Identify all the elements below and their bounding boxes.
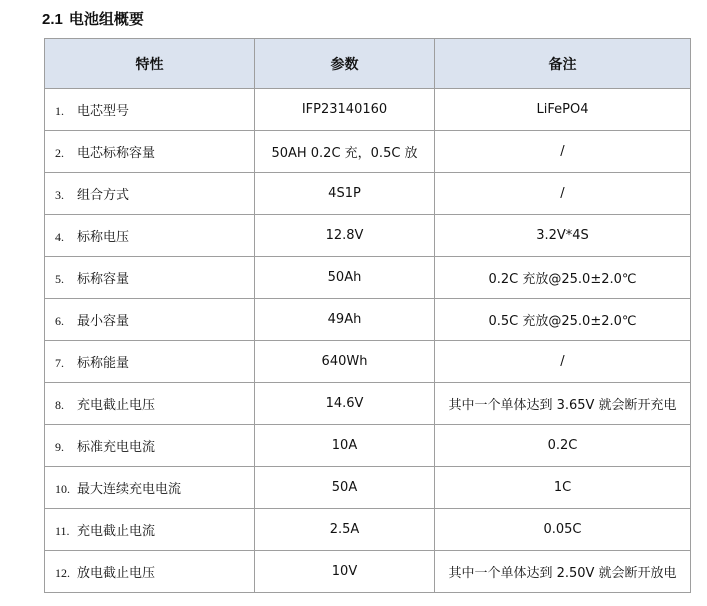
cell-characteristic bbox=[45, 383, 255, 425]
cell-parameter: 640Wh bbox=[255, 341, 435, 383]
table-row bbox=[45, 215, 691, 257]
cell-remark: 0.05C bbox=[435, 509, 691, 551]
cell-characteristic bbox=[45, 551, 255, 593]
characteristic-name: 最小容量 bbox=[77, 314, 130, 329]
cell-characteristic bbox=[45, 89, 255, 131]
section-number: 2.1 bbox=[42, 11, 63, 28]
table-row bbox=[45, 173, 691, 215]
cell-characteristic bbox=[45, 509, 255, 551]
section-heading bbox=[42, 9, 144, 29]
row-index: 10. bbox=[55, 482, 70, 496]
row-index: 8. bbox=[55, 398, 64, 412]
cell-characteristic bbox=[45, 257, 255, 299]
cell-remark: 1C bbox=[435, 467, 691, 509]
characteristic-name: 标准充电电流 bbox=[77, 440, 156, 455]
cell-parameter: 4S1P bbox=[255, 173, 435, 215]
cell-remark: 0.2C bbox=[435, 425, 691, 467]
cell-characteristic bbox=[45, 341, 255, 383]
cell-characteristic bbox=[45, 131, 255, 173]
row-index: 5. bbox=[55, 272, 64, 286]
table-row bbox=[45, 551, 691, 593]
cell-remark: 其中一个单体达到 3.65V 就会断开充电 bbox=[435, 383, 691, 425]
cell-characteristic bbox=[45, 425, 255, 467]
header-remark: 备注 bbox=[435, 39, 691, 89]
characteristic-name: 组合方式 bbox=[77, 188, 130, 203]
cell-remark: / bbox=[435, 173, 691, 215]
characteristic-name: 最大连续充电电流 bbox=[77, 482, 182, 497]
table-row bbox=[45, 299, 691, 341]
cell-parameter: 49Ah bbox=[255, 299, 435, 341]
header-characteristic: 特性 bbox=[45, 39, 255, 89]
cell-remark: 0.5C 充放@25.0±2.0℃ bbox=[435, 299, 691, 341]
characteristic-name: 标称容量 bbox=[77, 272, 130, 287]
cell-parameter: 12.8V bbox=[255, 215, 435, 257]
row-index: 2. bbox=[55, 146, 64, 160]
table-row bbox=[45, 383, 691, 425]
characteristic-name: 标称电压 bbox=[77, 230, 130, 245]
table-row bbox=[45, 425, 691, 467]
section-title: 电池组概要 bbox=[68, 10, 144, 28]
table-row bbox=[45, 257, 691, 299]
cell-remark: LiFePO4 bbox=[435, 89, 691, 131]
row-index: 1. bbox=[55, 104, 64, 118]
characteristic-name: 标称能量 bbox=[77, 356, 130, 371]
cell-parameter: 10V bbox=[255, 551, 435, 593]
characteristic-name: 电芯型号 bbox=[77, 104, 130, 119]
table-row bbox=[45, 131, 691, 173]
table-row bbox=[45, 467, 691, 509]
table-row bbox=[45, 341, 691, 383]
header-parameter: 参数 bbox=[255, 39, 435, 89]
table-header-row bbox=[45, 39, 691, 89]
cell-parameter: IFP23140160 bbox=[255, 89, 435, 131]
table-row bbox=[45, 509, 691, 551]
cell-parameter: 50A bbox=[255, 467, 435, 509]
cell-characteristic bbox=[45, 467, 255, 509]
cell-remark: 3.2V*4S bbox=[435, 215, 691, 257]
cell-remark: 其中一个单体达到 2.50V 就会断开放电 bbox=[435, 551, 691, 593]
cell-characteristic bbox=[45, 299, 255, 341]
cell-parameter: 14.6V bbox=[255, 383, 435, 425]
cell-characteristic bbox=[45, 173, 255, 215]
row-index: 6. bbox=[55, 314, 64, 328]
characteristic-name: 放电截止电压 bbox=[77, 566, 156, 581]
row-index: 4. bbox=[55, 230, 64, 244]
cell-remark: / bbox=[435, 131, 691, 173]
row-index: 7. bbox=[55, 356, 64, 370]
cell-remark: 0.2C 充放@25.0±2.0℃ bbox=[435, 257, 691, 299]
table-row bbox=[45, 89, 691, 131]
battery-spec-table bbox=[44, 38, 691, 593]
characteristic-name: 充电截止电压 bbox=[77, 398, 156, 413]
cell-parameter: 50AH 0.2C 充，0.5C 放 bbox=[255, 131, 435, 173]
row-index: 9. bbox=[55, 440, 64, 454]
characteristic-name: 电芯标称容量 bbox=[77, 146, 156, 161]
row-index: 11. bbox=[55, 524, 70, 538]
characteristic-name: 充电截止电流 bbox=[77, 524, 156, 539]
row-index: 3. bbox=[55, 188, 64, 202]
cell-remark: / bbox=[435, 341, 691, 383]
cell-characteristic bbox=[45, 215, 255, 257]
cell-parameter: 2.5A bbox=[255, 509, 435, 551]
cell-parameter: 10A bbox=[255, 425, 435, 467]
row-index: 12. bbox=[55, 566, 70, 580]
cell-parameter: 50Ah bbox=[255, 257, 435, 299]
